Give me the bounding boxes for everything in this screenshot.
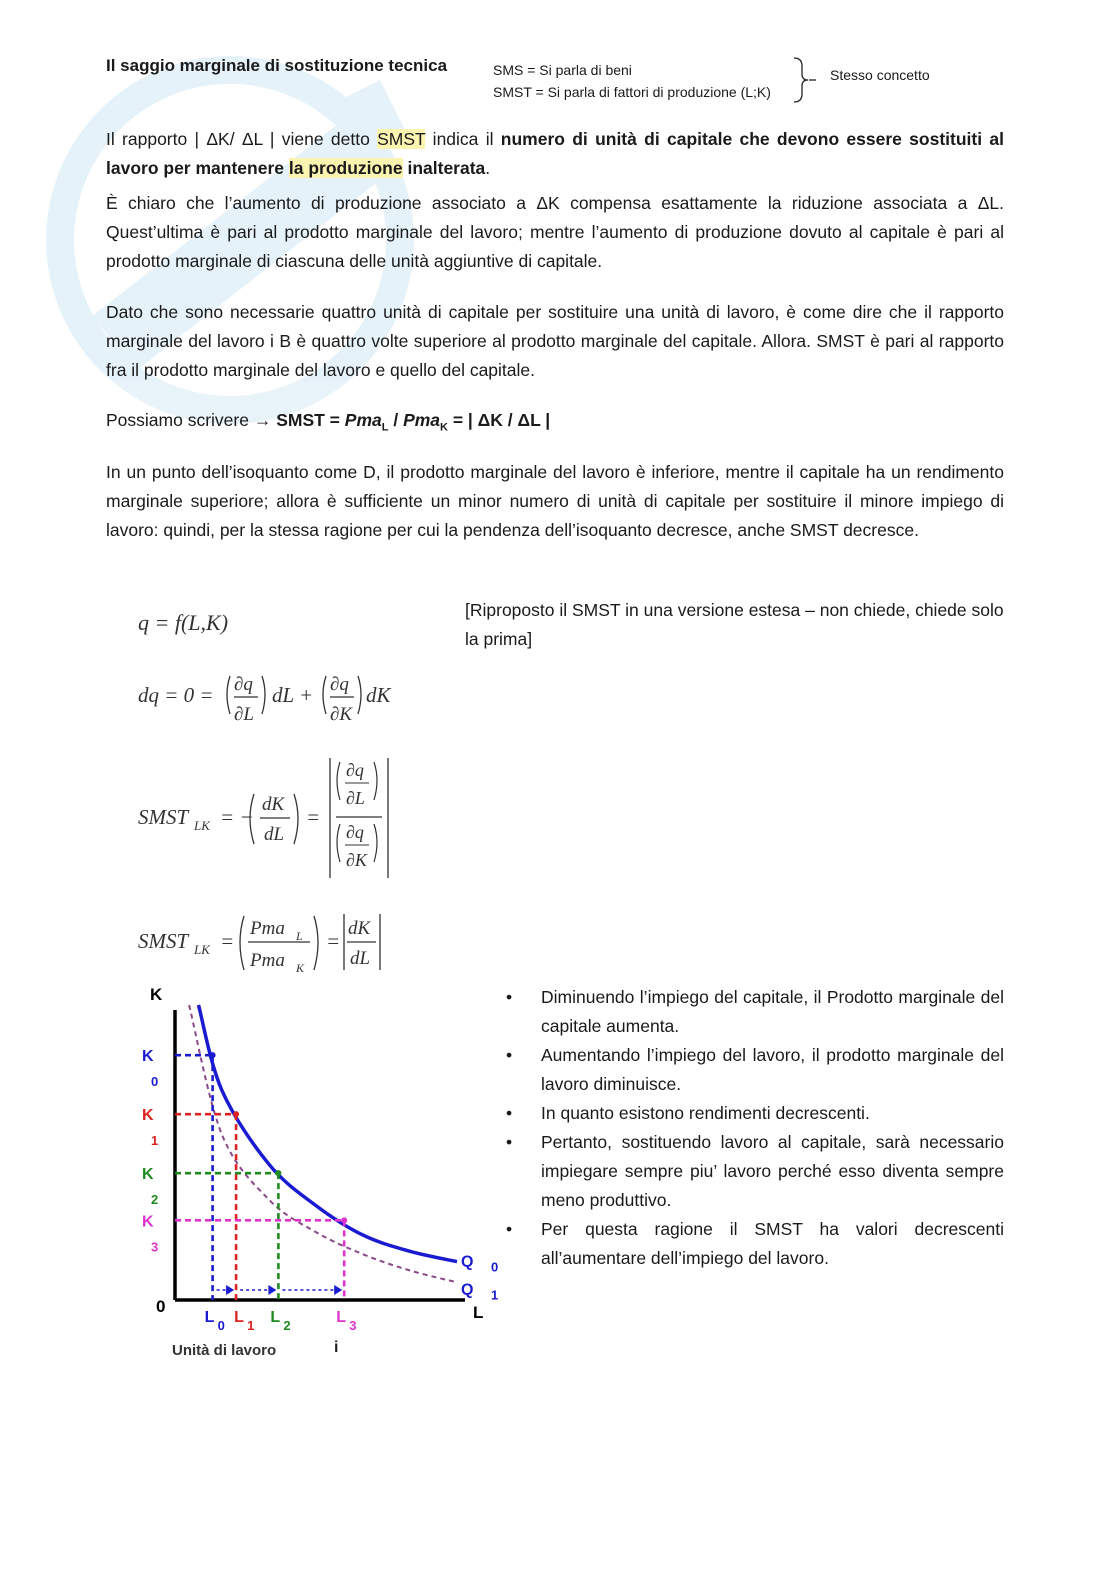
smst-definition: SMST = Si parla di fattori di produzione (L;K) — [493, 84, 771, 100]
series-label-q1: Q — [461, 1281, 474, 1299]
header — [106, 56, 1006, 106]
svg-text:Pma: Pma — [250, 918, 285, 939]
y-axis-label: K — [150, 985, 163, 1004]
svg-text:=: = — [306, 805, 321, 829]
chart-caption: Unità di lavoro — [172, 1342, 277, 1359]
formula-smst-pma — [138, 914, 380, 975]
bullet-list — [506, 983, 1004, 1273]
svg-text:dL: dL — [264, 824, 285, 845]
y-tick-label: K — [142, 1166, 154, 1184]
x-axis-label: L — [473, 1303, 484, 1322]
formula-production-function: q = f(L,K) — [138, 610, 229, 635]
isoquant-curve-q1 — [189, 1005, 457, 1282]
paragraph-smst-definition: Il rapporto | ΔK/ ΔL | viene detto SMST indica il numero di unità di capitale che devono essere sostituiti al lavoro per mantenere la produzione inalterata. — [106, 129, 1004, 178]
svg-text:∂q: ∂q — [234, 674, 253, 695]
origin-label: 0 — [156, 1297, 166, 1316]
arrowhead-icon — [334, 1285, 342, 1295]
x-tick-sub: 2 — [283, 1318, 291, 1333]
svg-text:= −: = − — [220, 805, 254, 829]
svg-text:dL: dL — [350, 948, 371, 969]
svg-text:∂K: ∂K — [346, 850, 367, 870]
svg-text:∂q: ∂q — [346, 822, 364, 842]
point-c — [275, 1170, 281, 1176]
x-tick-label: L — [234, 1309, 244, 1326]
svg-text:∂q: ∂q — [346, 760, 364, 780]
svg-text:∂L: ∂L — [234, 704, 254, 725]
svg-text:dK: dK — [366, 683, 391, 707]
y-tick-label: K — [142, 1048, 154, 1066]
point-a — [210, 1052, 216, 1058]
isoquant-chart — [140, 980, 500, 1365]
svg-text:∂L: ∂L — [346, 788, 365, 808]
y-tick-sub: 0 — [151, 1074, 159, 1090]
series-sub-q1: 1 — [491, 1287, 499, 1303]
series-sub-q0: 0 — [491, 1259, 499, 1275]
y-tick-sub: 3 — [151, 1239, 159, 1255]
isoquant-curve-q0 — [199, 1005, 458, 1262]
page-title: Il saggio marginale di sostituzione tecnica — [106, 56, 448, 75]
y-tick-sub: 2 — [151, 1192, 159, 1208]
paragraph-compensation: È chiaro che l’aumento di produzione associato a ΔK compensa esattamente la riduzione associata a ΔL. Quest’ultima è pari al prodotto marginale del lavoro; mentre l’aumento di produzione dovuto al capitale è pari al prodotto marginale di ciascuna delle unità aggiuntive di capitale. — [106, 193, 1004, 271]
brace-icon — [790, 56, 830, 104]
svg-text:dK: dK — [262, 794, 285, 815]
list-item: • Pertanto, sostituendo lavoro al capitale, sarà necessario impiegare sempre piu’ lavoro perché esso diventa sempre meno produttivo. — [506, 1128, 1004, 1215]
stray-character: i — [334, 1339, 339, 1356]
list-item: • Diminuendo l’impiego del capitale, il Prodotto marginale del capitale aumenta. — [506, 983, 1004, 1041]
svg-text:L: L — [296, 929, 303, 943]
svg-text:dK: dK — [348, 918, 371, 939]
list-item: • In quanto esistono rendimenti decrescenti. — [506, 1099, 1004, 1128]
formula-block — [130, 598, 430, 978]
x-tick-sub: 3 — [349, 1318, 357, 1333]
svg-text:LK: LK — [194, 818, 210, 833]
list-item: • Aumentando l’impiego del lavoro, il prodotto marginale del lavoro diminuisce. — [506, 1041, 1004, 1099]
arrowhead-icon — [226, 1285, 234, 1295]
sms-definition: SMS = Si parla di beni — [493, 62, 632, 78]
y-tick-label: K — [142, 1213, 154, 1231]
same-concept-note: Stesso concetto — [830, 67, 930, 83]
x-tick-sub: 1 — [247, 1318, 255, 1333]
point-d — [341, 1217, 347, 1223]
y-tick-sub: 1 — [151, 1133, 159, 1149]
svg-text:Pma: Pma — [250, 950, 285, 971]
x-tick-sub: 0 — [217, 1318, 225, 1333]
point-b — [233, 1111, 239, 1117]
x-tick-label: L — [270, 1309, 281, 1326]
svg-text:=: = — [220, 929, 235, 953]
svg-text:=: = — [326, 929, 341, 953]
svg-text:LK: LK — [194, 942, 210, 957]
svg-text:∂q: ∂q — [330, 674, 349, 695]
svg-text:SMST: SMST — [138, 805, 189, 829]
svg-text:dq = 0 =: dq = 0 = — [138, 683, 214, 707]
list-item: • Per questa ragione il SMST ha valori decrescenti all’aumentare dell’impiego del lavoro. — [506, 1215, 1004, 1273]
paragraph-formula: Possiamo scrivere → SMST = Pma$_L$ / Pma$_K$ = | ΔK / ΔL | — [106, 410, 551, 434]
arrowhead-icon — [268, 1285, 276, 1295]
paragraph-point-d: In un punto dell’isoquanto come D, il prodotto marginale del lavoro è inferiore, mentre il capitale ha un rendimento marginale superiore; allora è sufficiente un minor numero di unità di capitale per sostituire il minore impiego di lavoro: quindi, per la stessa ragione per cui la pendenza dell’isoquanto decresce, anche SMST decresce. — [106, 462, 1004, 540]
y-tick-label: K — [142, 1107, 154, 1125]
svg-text:K: K — [296, 961, 305, 975]
formula-total-differential — [227, 674, 392, 725]
series-label-q0: Q — [461, 1253, 474, 1271]
extended-version-note: [Riproposto il SMST in una versione estesa – non chiede, chiede solo la prima] — [465, 600, 1004, 649]
paragraph-four-units: Dato che sono necessarie quattro unità di capitale per sostituire una unità di lavoro, è come dire che il rapporto marginale del lavoro i B è quattro volte superiore al prodotto marginale del capitale. Allora. SMST è pari al rapporto fra il prodotto marginale del lavoro e quello del capitale. — [106, 302, 1004, 380]
svg-text:SMST: SMST — [138, 929, 189, 953]
svg-text:∂K: ∂K — [330, 704, 353, 725]
formula-smst-derivative — [138, 758, 388, 878]
x-tick-label: L — [204, 1309, 215, 1326]
svg-text:dL +: dL + — [272, 683, 314, 707]
x-tick-label: L — [336, 1309, 346, 1326]
